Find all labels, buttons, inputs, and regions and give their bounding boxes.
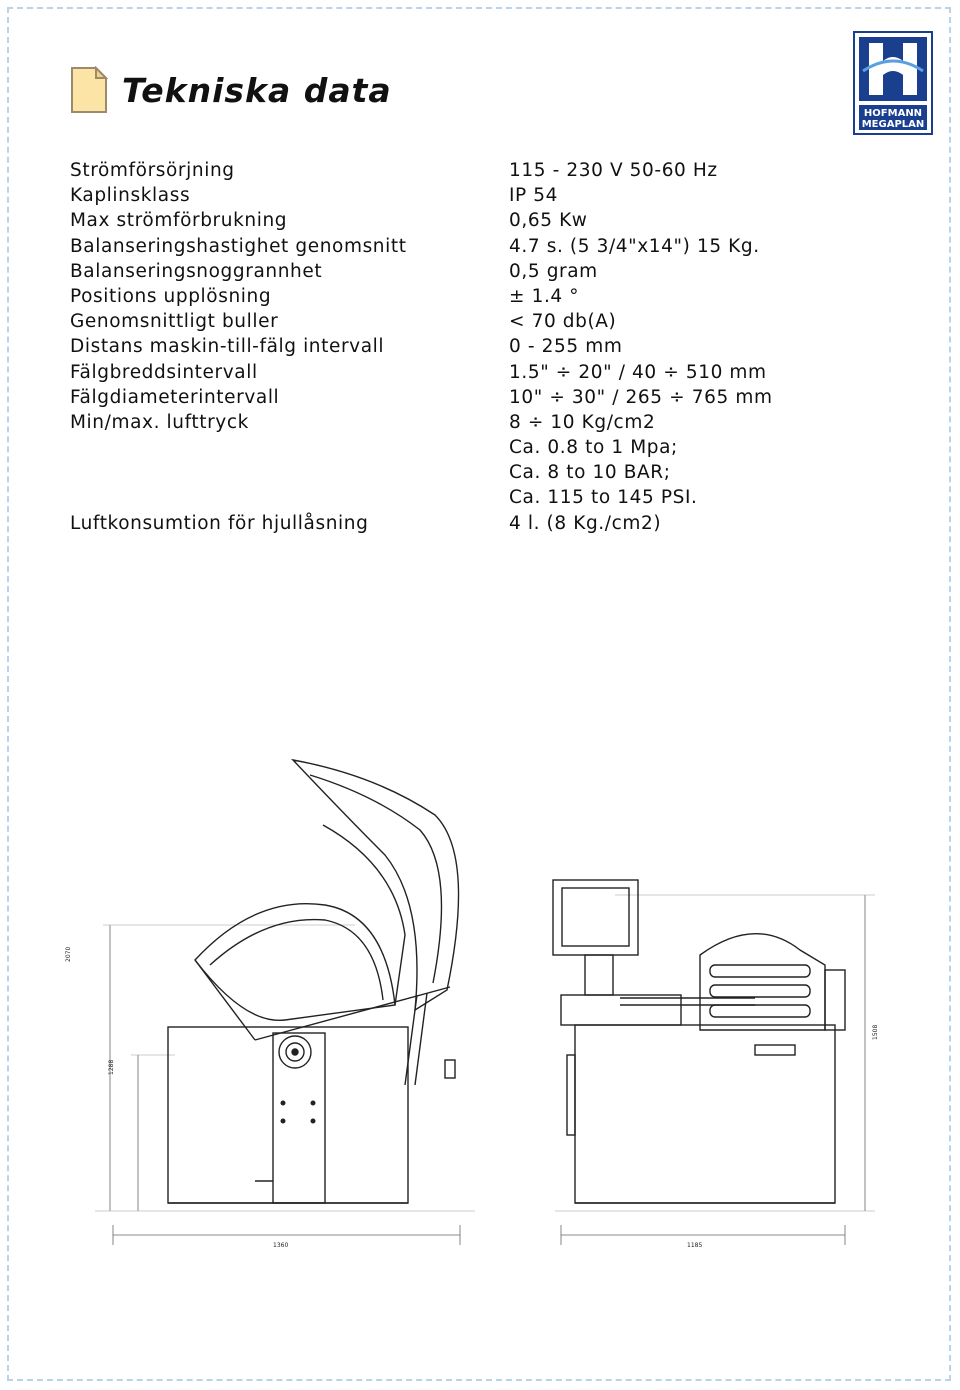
spec-label: Fälgdiameterintervall [70, 386, 280, 408]
side-view [553, 880, 875, 1245]
spec-table [70, 158, 773, 536]
spec-label: Distans maskin-till-fälg intervall [70, 336, 385, 358]
spec-value: 8 ÷ 10 Kg/cm2 [509, 411, 656, 433]
spec-label: Min/max. lufttryck [70, 411, 249, 433]
spec-label [70, 485, 509, 510]
spec-row [70, 460, 773, 485]
spec-value: 4 l. (8 Kg./cm2) [509, 512, 662, 534]
spec-value: 0 - 255 mm [509, 336, 623, 358]
front-view [95, 760, 475, 1245]
spec-label: Kaplinsklass [70, 185, 191, 207]
spec-row [70, 485, 773, 510]
spec-row [70, 183, 773, 208]
spec-value: IP 54 [509, 185, 559, 207]
spec-row [70, 334, 773, 359]
dim-total-height: 2070 [65, 946, 72, 962]
spec-value: Ca. 0.8 to 1 Mpa; [509, 437, 678, 459]
dim-machine-height: 1288 [108, 1059, 115, 1075]
dim-side-height: 1508 [872, 1024, 879, 1040]
spec-row [70, 259, 773, 284]
hofmann-megaplan-logo [853, 31, 933, 135]
spec-row [70, 208, 773, 233]
spec-value: 0,5 gram [509, 260, 598, 282]
spec-row [70, 284, 773, 309]
title-row [70, 66, 392, 114]
logo-text-line1: HOFMANN [863, 108, 923, 119]
spec-value: ± 1.4 ° [509, 285, 580, 307]
machine-drawing [55, 755, 915, 1275]
page-title: Tekniska data [122, 70, 392, 110]
spec-value: 115 - 230 V 50-60 Hz [509, 160, 718, 181]
spec-row [70, 435, 773, 460]
dim-side-width: 1185 [687, 1242, 703, 1249]
spec-label: Genomsnittligt buller [70, 311, 279, 333]
spec-value: Ca. 8 to 10 BAR; [509, 462, 671, 484]
spec-row [70, 158, 773, 183]
spec-row [70, 360, 773, 385]
spec-label [70, 460, 509, 485]
spec-row [70, 511, 773, 536]
side-dimension-labels [687, 1025, 879, 1249]
spec-label: Balanseringshastighet genomsnitt [70, 235, 407, 257]
spec-row [70, 385, 773, 410]
spec-row [70, 309, 773, 334]
spec-value: 10" ÷ 30" / 265 ÷ 765 mm [509, 386, 773, 408]
spec-label: Luftkonsumtion för hjullåsning [70, 512, 369, 534]
spec-row [70, 234, 773, 259]
spec-label: Fälgbreddsintervall [70, 361, 258, 383]
spec-value: 4.7 s. (5 3/4"x14") 15 Kg. [509, 235, 760, 257]
spec-value: 1.5" ÷ 20" / 40 ÷ 510 mm [509, 361, 767, 383]
spec-value: 0,65 Kw [509, 210, 588, 232]
spec-label: Max strömförbrukning [70, 210, 288, 232]
spec-value: < 70 db(A) [509, 311, 617, 333]
spec-row [70, 410, 773, 435]
dim-front-width: 1360 [273, 1242, 289, 1249]
spec-label: Balanseringsnoggrannhet [70, 260, 323, 282]
document-icon [70, 66, 108, 114]
spec-label [70, 435, 509, 460]
spec-label: Strömförsörjning [70, 160, 235, 181]
spec-value: Ca. 115 to 145 PSI. [509, 487, 698, 509]
spec-label: Positions upplösning [70, 285, 272, 307]
logo-text-line2: MEGAPLAN [861, 119, 925, 130]
